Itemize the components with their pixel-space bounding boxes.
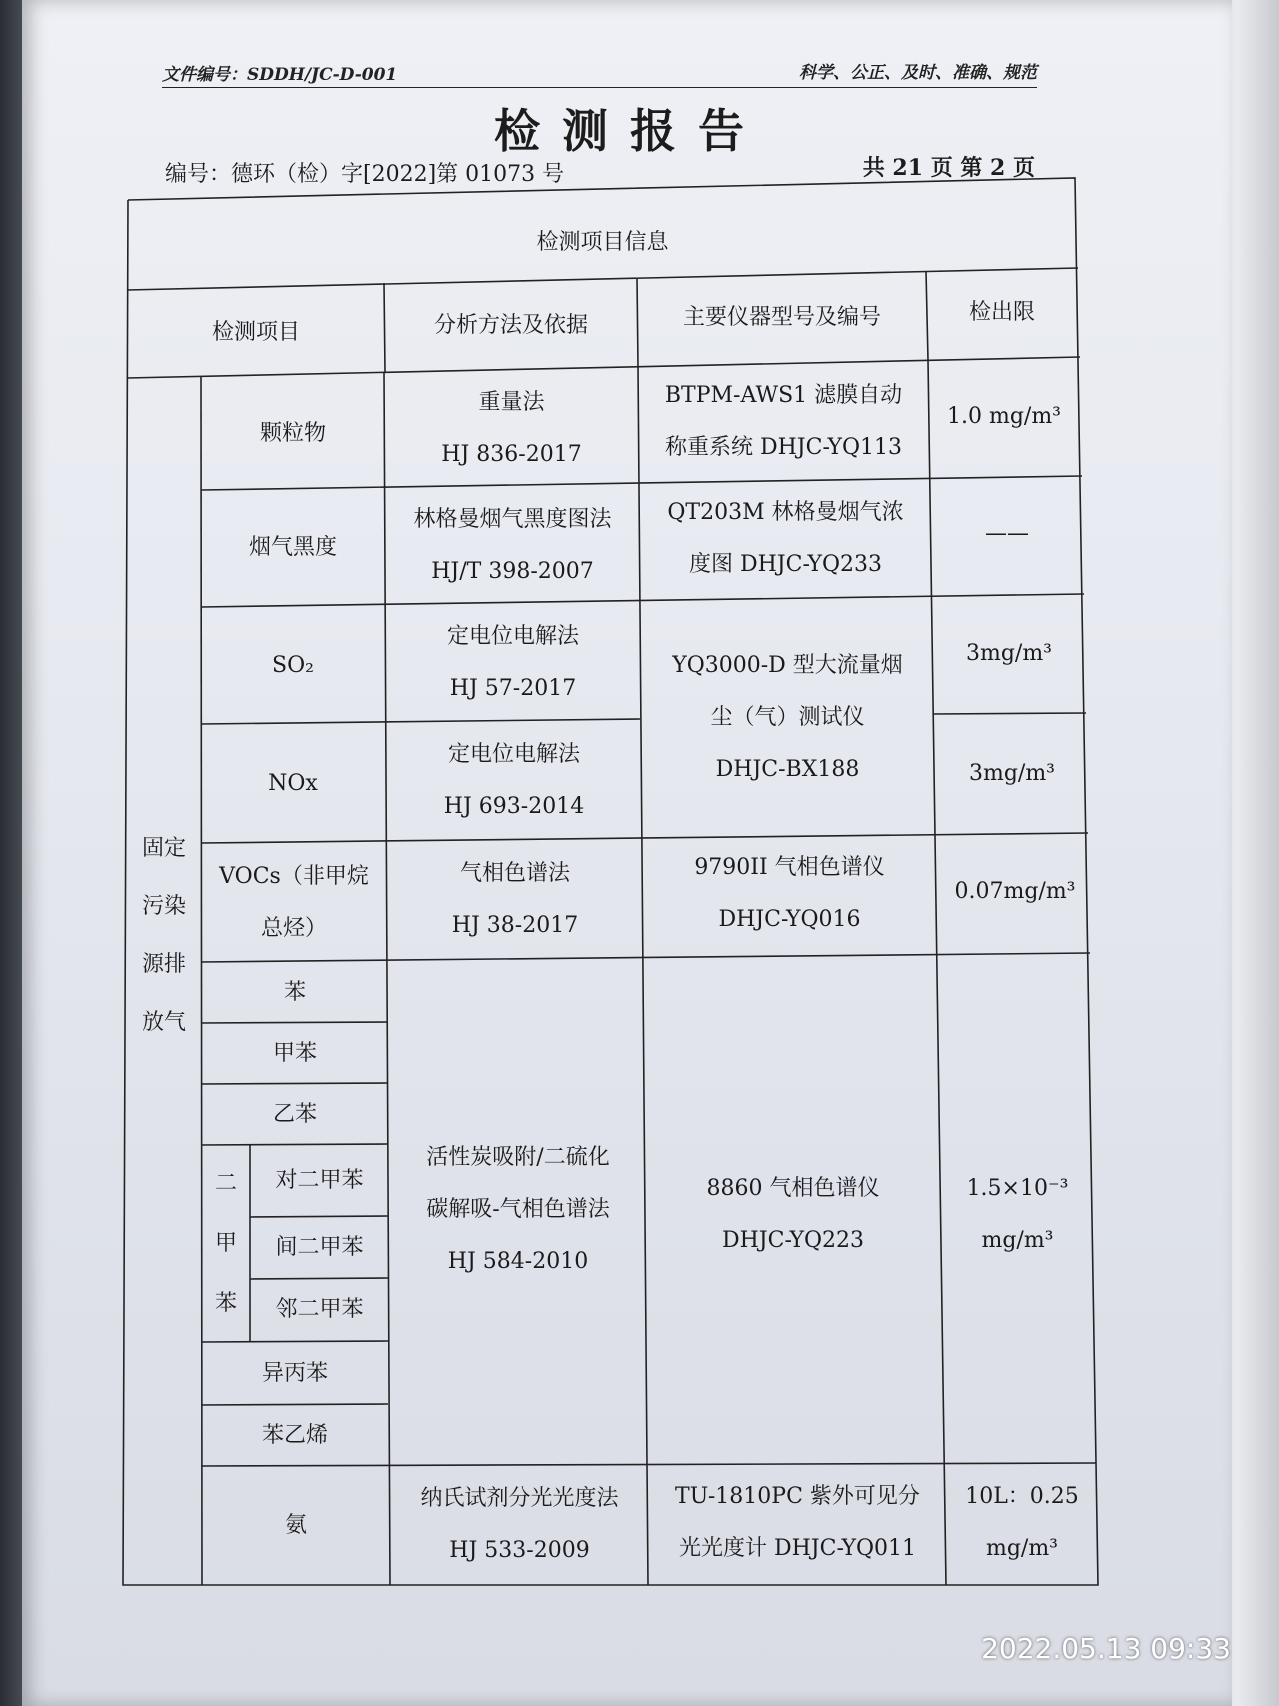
category-label xyxy=(128,820,200,1120)
limit-line-2: mg/m³ xyxy=(981,1228,1054,1253)
instrument-so2-nox xyxy=(641,600,934,835)
item-ethylbenzene: 乙苯 xyxy=(272,1101,317,1127)
method-standard: HJ 533-2009 xyxy=(449,1538,590,1563)
method-standard: HJ 693-2014 xyxy=(443,794,585,819)
header-instrument: 主要仪器型号及编号 xyxy=(682,304,881,330)
method-name: 定电位电解法 xyxy=(447,742,580,767)
instrument-line-2: 光光度计 DHJC-YQ011 xyxy=(678,1536,917,1561)
instrument-line-2: DHJC-YQ016 xyxy=(718,907,861,932)
method-particulate xyxy=(385,372,638,486)
instrument-line-2: 称重系统 DHJC-YQ113 xyxy=(664,435,903,460)
method-name: 定电位电解法 xyxy=(446,624,579,649)
method-name: 重量法 xyxy=(478,390,545,415)
item-benzene: 苯 xyxy=(283,979,306,1005)
method-smoke xyxy=(386,488,639,604)
limit-line-1: 1.5×10⁻³ xyxy=(966,1176,1069,1201)
limit-so2: 3mg/m³ xyxy=(965,641,1053,666)
xylene-group-text: 二甲苯 xyxy=(214,1170,237,1316)
method-standard: HJ 38-2017 xyxy=(451,913,579,938)
method-line-1: 活性炭吸附/二硫化 xyxy=(426,1145,610,1170)
header-item: 检测项目 xyxy=(211,319,300,345)
item-so2: SO₂ xyxy=(272,653,314,678)
limit-line-1: 10L：0.25 xyxy=(965,1484,1079,1509)
item-line-1: VOCs（非甲烷 xyxy=(219,864,369,889)
item-styrene: 苯乙烯 xyxy=(261,1422,328,1448)
instrument-line-2: 尘（气）测试仪 xyxy=(710,704,865,730)
instrument-particulate xyxy=(639,366,928,478)
limit-line-2: mg/m³ xyxy=(985,1536,1059,1561)
instrument-line-1: QT203M 林格曼烟气浓 xyxy=(667,500,904,525)
instrument-ammonia xyxy=(649,1465,946,1581)
method-standard: HJ 57-2017 xyxy=(449,676,577,701)
method-name: 纳氏试剂分光光度法 xyxy=(420,1486,619,1511)
instrument-line-1: YQ3000-D 型大流量烟 xyxy=(672,652,903,678)
limit-vocs: 0.07mg/m³ xyxy=(954,879,1076,904)
instrument-line-2: DHJC-YQ223 xyxy=(721,1228,865,1253)
header-limit: 检出限 xyxy=(968,299,1035,325)
method-standard: HJ 836-2017 xyxy=(441,442,582,467)
report-number: 编号：德环（检）字[2022]第 01073 号 xyxy=(165,162,565,187)
limit-smoke: —— xyxy=(985,521,1029,546)
instrument-vocs xyxy=(643,836,936,952)
page-count: 共 21 页 第 2 页 xyxy=(862,155,1035,181)
instrument-line-1: 9790II 气相色谱仪 xyxy=(694,855,885,880)
limit-particulate: 1.0 mg/m³ xyxy=(946,404,1062,429)
item-ammonia: 氨 xyxy=(284,1512,307,1538)
item-o-xylene: 邻二甲苯 xyxy=(275,1297,364,1322)
photo-timestamp: 2022.05.13 09:33 xyxy=(981,1632,1231,1665)
section-title: 检测项目信息 xyxy=(536,229,669,255)
xylene-group-label xyxy=(202,1146,250,1341)
motto: 科学、公正、及时、准确、规范 xyxy=(799,63,1037,83)
header-method: 分析方法及依据 xyxy=(433,312,588,338)
method-vocs xyxy=(388,842,642,958)
instrument-line-1: BTPM-AWS1 滤膜自动 xyxy=(664,383,903,408)
method-so2 xyxy=(386,606,640,720)
instrument-line-3: DHJC-BX188 xyxy=(715,756,860,782)
item-line-2: 总烃） xyxy=(260,916,327,941)
item-toluene: 甲苯 xyxy=(272,1040,317,1066)
method-name: 林格曼烟气黑度图法 xyxy=(413,507,612,532)
item-p-xylene: 对二甲苯 xyxy=(275,1168,364,1193)
method-name: 气相色谱法 xyxy=(459,861,570,886)
instrument-smoke xyxy=(640,482,931,596)
instrument-line-2: 度图 DHJC-YQ233 xyxy=(688,552,883,577)
instrument-line-1: 8860 气相色谱仪 xyxy=(706,1176,880,1201)
item-nox: NOx xyxy=(268,771,318,796)
item-smoke: 烟气黑度 xyxy=(248,535,337,560)
item-m-xylene: 间二甲苯 xyxy=(275,1235,364,1260)
item-vocs xyxy=(202,846,386,960)
method-nox xyxy=(387,722,641,840)
limit-nox: 3mg/m³ xyxy=(968,761,1056,786)
method-line-2: 碳解吸-气相色谱法 xyxy=(426,1197,610,1222)
instrument-line-1: TU-1810PC 紫外可见分 xyxy=(675,1484,920,1509)
limit-benzene-group xyxy=(940,1140,1095,1290)
file-number: 文件编号：SDDH/JC-D-001 xyxy=(162,65,398,85)
method-standard: HJ/T 398-2007 xyxy=(431,559,594,584)
report-title: 检测报告 xyxy=(494,104,766,158)
method-ammonia xyxy=(391,1467,648,1583)
method-benzene-group xyxy=(390,1100,646,1320)
item-particulate: 颗粒物 xyxy=(259,421,326,446)
item-cumene: 异丙苯 xyxy=(261,1360,328,1386)
limit-ammonia xyxy=(947,1464,1097,1582)
method-line-3: HJ 584-2010 xyxy=(447,1249,589,1274)
instrument-benzene-group xyxy=(645,1130,941,1300)
category-text: 固定污染源排放气 xyxy=(141,836,186,1035)
